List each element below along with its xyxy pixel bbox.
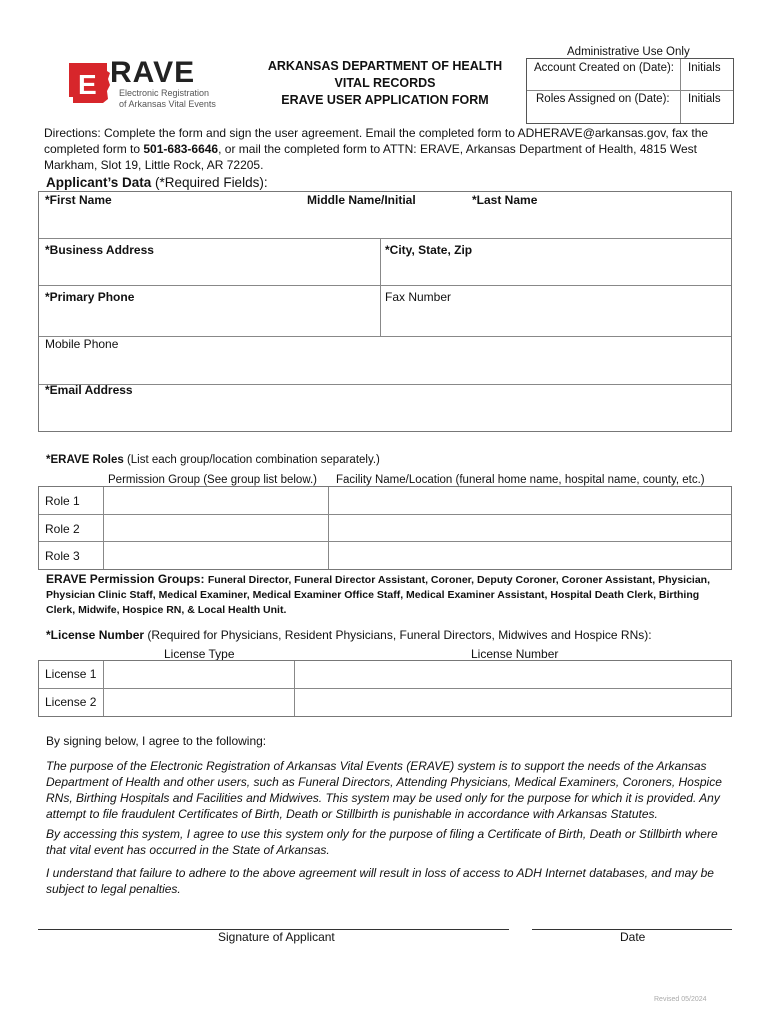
role-2-permission-group-field[interactable] (105, 515, 327, 540)
city-state-zip-label: *City, State, Zip (385, 243, 473, 257)
license-type-column-header: License Type (164, 647, 235, 661)
business-address-field[interactable] (40, 256, 379, 284)
permission-groups-text: ERAVE Permission Groups: Funeral Director, Funeral Director Assistant, Coroner, Deputy Coroner, Coroner Assistant, Physician, Physician Clinic Staff, Medical Examiner, Medical Examiner Office Staff, Medical Examiner Assistant, Hospital Death Clerk, Birthing Clerk, Midwife, Hospice RN, & Local Health Unit. (46, 572, 711, 616)
header-agency: ARKANSAS DEPARTMENT OF HEALTH (267, 59, 503, 73)
agreement-paragraph-2: By accessing this system, I agree to use this system only for the purpose of filing a Certificate of Birth, Death or Stillbirth where that vital event has occurred in the State of Arkansas. (46, 827, 718, 857)
mobile-phone-field[interactable] (40, 352, 730, 383)
applicant-data-box (38, 191, 732, 432)
logo-subtitle-2: of Arkansas Vital Events (119, 99, 216, 109)
license-1-number-field[interactable] (296, 662, 730, 687)
revised-date: Revised 05/2024 (654, 996, 707, 1003)
roles-heading: *ERAVE Roles (List each group/location combination separately.) (46, 454, 380, 466)
initials-label-1: Initials (688, 62, 721, 74)
applicant-heading: Applicant’s Data (*Required Fields): (46, 175, 268, 190)
license-1-type-field[interactable] (105, 662, 293, 687)
initials-label-2: Initials (688, 93, 721, 105)
admin-caption: Administrative Use Only (567, 46, 690, 58)
license-2-label: License 2 (45, 695, 97, 709)
agreement-intro: By signing below, I agree to the following: (46, 734, 267, 748)
role-2-label: Role 2 (45, 522, 80, 536)
role-1-label: Role 1 (45, 494, 80, 508)
role-2-facility-field[interactable] (330, 515, 730, 540)
license-2-type-field[interactable] (105, 689, 293, 715)
roles-table (38, 486, 732, 570)
role-3-label: Role 3 (45, 549, 80, 563)
logo-letter: E (78, 69, 97, 100)
agreement-paragraph-1: The purpose of the Electronic Registration of Arkansas Vital Events (ERAVE) system is to support the needs of the Arkansas Department of Health and other users, such as Funeral Directors, Attending Physicians, Medical Examiners, Coroners, Hospice RNs, Birthing Hospitals and Facilities and Midwives. This system may be used only for the purpose for which it is provided. Any attempt to file fraudulent Certificates of Birth, Death or Stillbirth is punishable in accordance with Arkansas Statutes. (46, 759, 722, 821)
directions-text: Directions: Complete the form and sign the user agreement. Email the completed form to ADHERAVE@arkansas.gov, fax the completed form to 501-683-6646, or mail the completed form to ATTN: ERAVE, Arkansas Department of Health, 4815 West Markham, Slot 19, Little Rock, AR 72205. (44, 126, 709, 172)
primary-phone-field[interactable] (40, 304, 379, 335)
header-form-title: ERAVE USER APPLICATION FORM (281, 93, 489, 107)
facility-column-header: Facility Name/Location (funeral home name, hospital name, county, etc.) (336, 474, 705, 486)
arkansas-state-logo-icon (67, 61, 111, 105)
mobile-phone-label: Mobile Phone (45, 337, 119, 351)
license-number-column-header: License Number (471, 647, 559, 661)
first-name-label: *First Name (45, 193, 112, 207)
role-1-facility-field[interactable] (330, 488, 730, 513)
permission-group-column-header: Permission Group (See group list below.) (108, 474, 318, 486)
name-field[interactable] (40, 206, 730, 237)
date-label: Date (620, 930, 646, 944)
license-2-number-field[interactable] (296, 689, 730, 715)
role-3-permission-group-field[interactable] (105, 542, 327, 568)
roles-assigned-label: Roles Assigned on (Date): (536, 93, 670, 105)
business-address-label: *Business Address (45, 243, 154, 257)
fax-number: 501-683-6646 (143, 142, 219, 156)
role-3-facility-field[interactable] (330, 542, 730, 568)
primary-phone-label: *Primary Phone (45, 290, 135, 304)
role-1-permission-group-field[interactable] (105, 488, 327, 513)
logo-subtitle-1: Electronic Registration (119, 88, 210, 98)
signature-label: Signature of Applicant (218, 930, 335, 944)
fax-number-label: Fax Number (385, 290, 452, 304)
agreement-paragraph-3: I understand that failure to adhere to the above agreement will result in loss of access to ADH Internet databases, and may be subject to legal penalties. (46, 866, 714, 896)
last-name-label: *Last Name (472, 193, 538, 207)
header-division: VITAL RECORDS (334, 76, 436, 90)
license-heading: *License Number (Required for Physicians, Resident Physicians, Funeral Directors, Midwives and Hospice RNs): (46, 628, 652, 642)
account-created-label: Account Created on (Date): (534, 62, 674, 74)
middle-name-label: Middle Name/Initial (307, 193, 416, 207)
admin-use-box (526, 58, 734, 124)
email-label: *Email Address (45, 383, 133, 397)
license-table (38, 660, 732, 717)
logo-word: RAVE (110, 56, 196, 89)
city-state-zip-field[interactable] (382, 256, 730, 284)
email-field[interactable] (40, 398, 730, 429)
fax-number-field[interactable] (382, 304, 730, 335)
license-1-label: License 1 (45, 667, 97, 681)
